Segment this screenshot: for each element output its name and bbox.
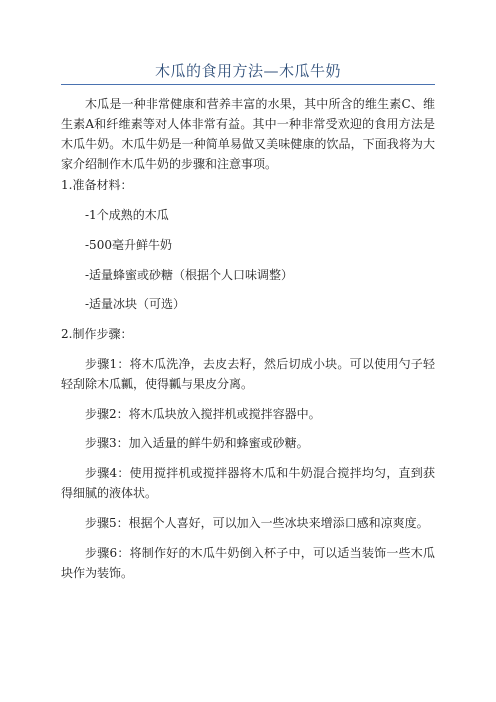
title-underline [61,84,435,85]
step-item: 步骤5：根据个人喜好，可以加入一些冰块来增添口感和凉爽度。 [85,516,429,530]
material-item: -适量蜂蜜或砂糖（根据个人口味调整） [85,268,294,282]
material-item: -500毫升鲜牛奶 [85,238,172,252]
step-item: 步骤4：使用搅拌机或搅拌器将木瓜和牛奶混合搅拌均匀，直到获得细腻的液体状。 [61,466,435,500]
material-item: -适量冰块（可选） [85,297,186,311]
document-title: 木瓜的食用方法—木瓜牛奶 [154,62,341,80]
step-item: 步骤1：将木瓜洗净，去皮去籽，然后切成小块。可以使用勺子轻轻刮除木瓜瓤，使得瓤与果皮分离。 [61,357,435,391]
material-item: -1个成熟的木瓜 [85,208,169,222]
intro-paragraph: 木瓜是一种非常健康和营养丰富的水果，其中所含的维生素C、维生素A和纤维素等对人体非常有益。其中一种非常受欢迎的食用方法是木瓜牛奶。木瓜牛奶是一种简单易做又美味健康的饮品，下面我将为大家介绍制作木瓜牛奶的步骤和注意事项。 [61,97,435,171]
step-item: 步骤3：加入适量的鲜牛奶和蜂蜜或砂糖。 [85,436,309,450]
materials-heading: 1.准备材料： [61,178,133,192]
step-item: 步骤6：将制作好的木瓜牛奶倒入杯子中，可以适当装饰一些木瓜块作为装饰。 [61,546,435,580]
step-item: 步骤2：将木瓜块放入搅拌机或搅拌容器中。 [85,407,321,421]
steps-heading: 2.制作步骤： [61,327,133,341]
